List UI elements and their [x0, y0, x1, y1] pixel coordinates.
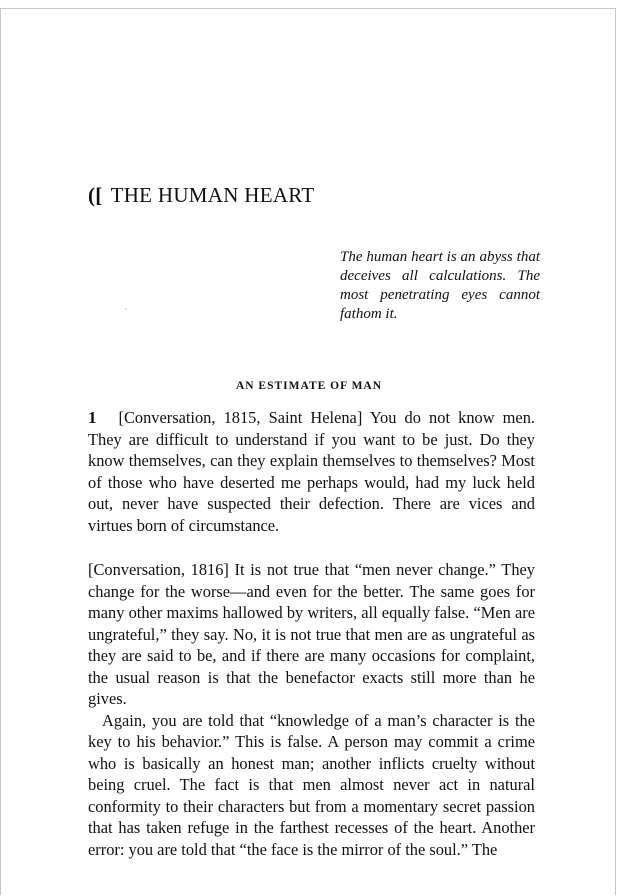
chapter-title: [88, 183, 314, 208]
body-block-2: [88, 559, 535, 860]
scan-speck: [125, 308, 127, 310]
paragraph-1-text: [Conversation, 1815, Saint Helena] You do not know men. They are difficult to understand if you want to be just. Do they know themselves, can they explain themselves to themselves? Most of those who have deserted me perhaps would, had my luck held out, never have suspected their defection. There are vices and virtues born of circumstance.: [88, 408, 535, 535]
paragraph-number: 1: [88, 408, 97, 427]
paragraph-1: [88, 407, 535, 536]
paragraph-2: [Conversation, 1816] It is not true that “men never change.” They change for the worse—and even for the better. The same goes for many other maxims hallowed by writers, all equally false. “Men are ungrateful,” they say. No, it is not true that men are as ungrateful as they are said to be, and if there are many occasions for complaint, the usual reason is that the benefactor exacts still more than he gives.: [88, 560, 535, 708]
epigraph: The human heart is an abyss that deceives all calculations. The most penetrating eyes cannot fathom it.: [340, 249, 540, 322]
paragraph-3: Again, you are told that “knowledge of a man’s character is the key to his behavior.” This is false. A person may commit a crime who is basically an honest man; another inflicts cruelty without being cruel. The fact is that men almost never act in natural conformity to their characters but from a momentary secret passion that has taken refuge in the farthest recesses of the heart. Another error: you are told that “the face is the mirror of the soul.” The: [88, 710, 535, 859]
paragraph-mark-icon: ([: [88, 183, 103, 207]
chapter-title-text: THE HUMAN HEART: [110, 183, 315, 207]
section-heading: AN ESTIMATE OF MAN: [235, 380, 383, 392]
body-block-1: [88, 407, 535, 536]
